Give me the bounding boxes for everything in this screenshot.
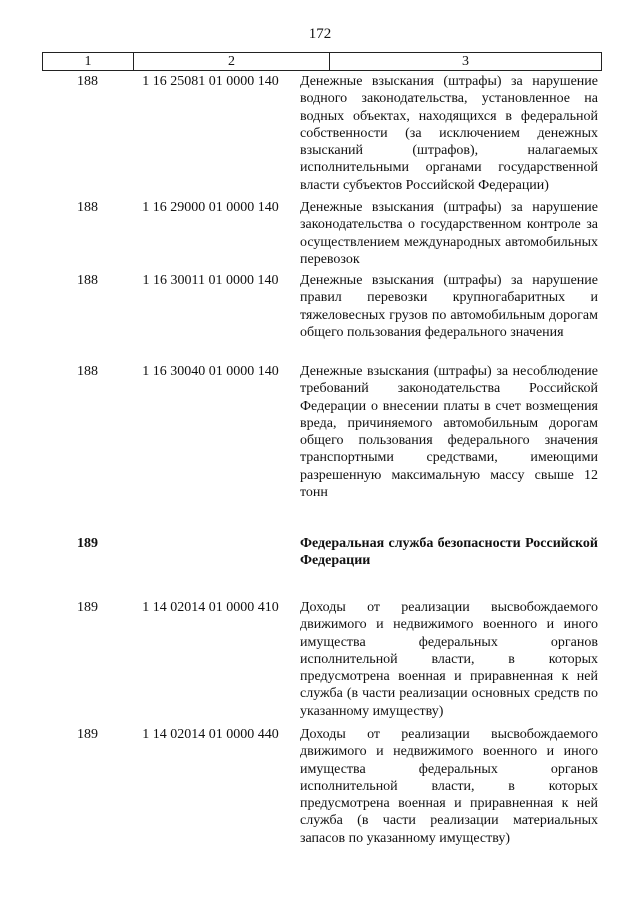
income-description: Доходы от реализации высвобождаемого движимого и недвижимого военного и иного имущества федеральных органов исполнительной власти, в которых предусмотрена военная и приравненная к ней служба (в части реализации материальных запасов по указанному имуществу): [300, 727, 598, 846]
income-description: Денежные взыскания (штрафы) за нарушение законодательства о государственном контроле за осуществлением международных автомобильных перевозок: [300, 200, 598, 267]
budget-code: 1 16 29000 01 0000 140: [142, 200, 279, 215]
budget-code: 1 16 30040 01 0000 140: [142, 364, 279, 379]
header-col-3: 3: [462, 54, 469, 69]
admin-code: 189: [77, 727, 98, 742]
income-description: Денежные взыскания (штрафы) за нарушение правил перевозки крупногабаритных и тяжеловесных грузов по автомобильным дорогам общего пользования федерального значения: [300, 273, 598, 340]
budget-code: 1 14 02014 01 0000 440: [142, 727, 279, 742]
header-col-1: 1: [43, 53, 134, 70]
budget-code: 1 16 25081 01 0000 140: [142, 74, 279, 89]
admin-code: 188: [77, 364, 98, 379]
table-header: [42, 52, 602, 71]
income-description: Доходы от реализации высвобождаемого движимого и недвижимого военного и иного имущества федеральных органов исполнительной власти, в которых предусмотрена военная и приравненная к ней служба (в части реализации основных средств по указанному имуществу): [300, 600, 598, 719]
admin-code: 188: [77, 273, 98, 288]
page-number: 172: [308, 26, 332, 42]
income-description: Денежные взыскания (штрафы) за несоблюдение требований законодательства Российской Федерации о внесении платы в счет возмещения вреда, причиняемого автомобильным дорогам общего пользования федерального значения транспортными средствами, имеющими разрешенную максимальную массу свыше 12 тонн: [300, 364, 598, 501]
admin-code: 188: [77, 74, 98, 89]
income-description: Денежные взыскания (штрафы) за нарушение водного законодательства, установленное на водных объектах, находящихся в федеральной собственности (за исключением денежных взысканий (штрафов), налагаемых исполнительными органами государственной власти субъектов Российской Федерации): [300, 74, 598, 193]
admin-code: 189: [77, 600, 98, 615]
admin-code: 188: [77, 200, 98, 215]
budget-code: 1 14 02014 01 0000 410: [142, 600, 279, 615]
header-col-2: 2: [134, 53, 330, 70]
budget-code: 1 16 30011 01 0000 140: [142, 273, 279, 288]
admin-code: 189: [77, 536, 98, 551]
agency-name: Федеральная служба безопасности Российской Федерации: [300, 536, 598, 569]
